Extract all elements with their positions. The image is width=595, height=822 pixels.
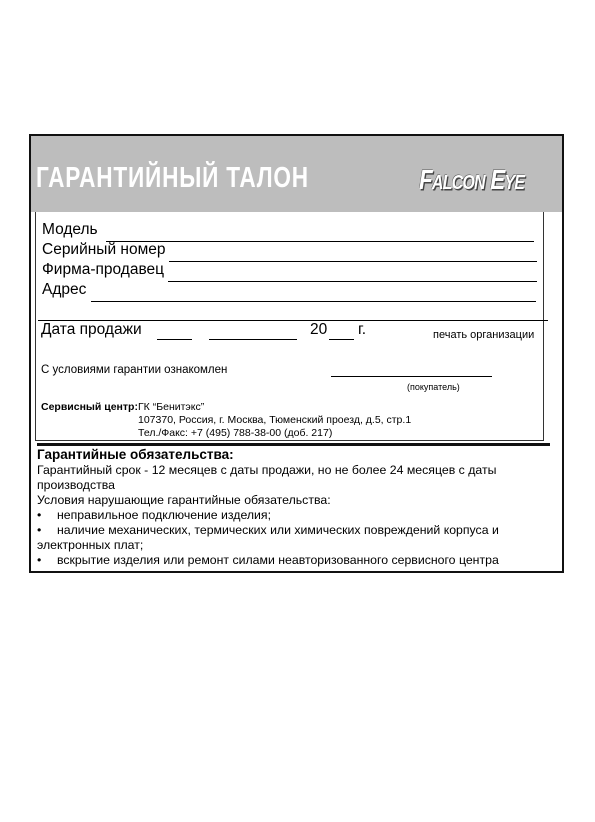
list-item-continuation: электронных плат; [37, 538, 144, 552]
list-item [37, 553, 499, 567]
list-item-text: неправильное подключение изделия; [57, 508, 272, 522]
seller-label: Фирма-продавец [42, 261, 165, 278]
list-item [37, 523, 499, 537]
violations-heading: Условия нарушающие гарантийные обязательства: [37, 493, 331, 507]
address-label: Адрес [42, 281, 87, 298]
sale-day-line [157, 339, 192, 340]
serial-label: Серийный номер [42, 241, 166, 258]
sale-date-label: Дата продажи [41, 321, 142, 338]
section-divider [37, 443, 550, 446]
card-header [31, 136, 562, 212]
conditions-title: Гарантийные обязательства: [37, 447, 234, 462]
term-line-1: Гарантийный срок - 12 месяцев с даты продажи, но не более 24 месяцев с даты [37, 463, 497, 477]
year-suffix: г. [358, 321, 367, 338]
acknowledge-text: С условиями гарантии ознакомлен [41, 364, 228, 376]
list-item-text: наличие механических, термических или химических повреждений корпуса и [57, 523, 499, 537]
bullet-icon: • [37, 508, 42, 522]
year-line [329, 339, 354, 340]
model-label: Модель [42, 221, 98, 238]
card-title: ГАРАНТИЙНЫЙ ТАЛОН [36, 162, 309, 194]
seller-line [168, 281, 537, 282]
sale-month-line [209, 339, 297, 340]
service-address: 107370, Россия, г. Москва, Тюменский проезд, д.5, стр.1 [138, 414, 412, 426]
warranty-card [29, 134, 564, 573]
buyer-signature-line [331, 376, 492, 377]
buyer-label: (покупатель) [407, 382, 460, 392]
serial-line [169, 261, 537, 262]
term-line-2: производства [37, 478, 115, 492]
list-item-text: вскрытие изделия или ремонт силами неавторизованного сервисного центра [57, 553, 499, 567]
brand-logo: Falcon Eye [419, 164, 525, 195]
service-label: Сервисный центр: [41, 401, 138, 413]
bullet-icon: • [37, 553, 42, 567]
year-prefix: 20 [310, 321, 328, 338]
service-name: ГК “Бенитэкс” [138, 401, 205, 413]
bullet-icon: • [37, 523, 42, 537]
address-line [91, 301, 536, 302]
stamp-label: печать организации [433, 329, 535, 341]
service-phone: Тел./Факс: +7 (495) 788-38-00 (доб. 217) [138, 427, 333, 439]
model-line [106, 241, 534, 242]
list-item [37, 508, 272, 522]
